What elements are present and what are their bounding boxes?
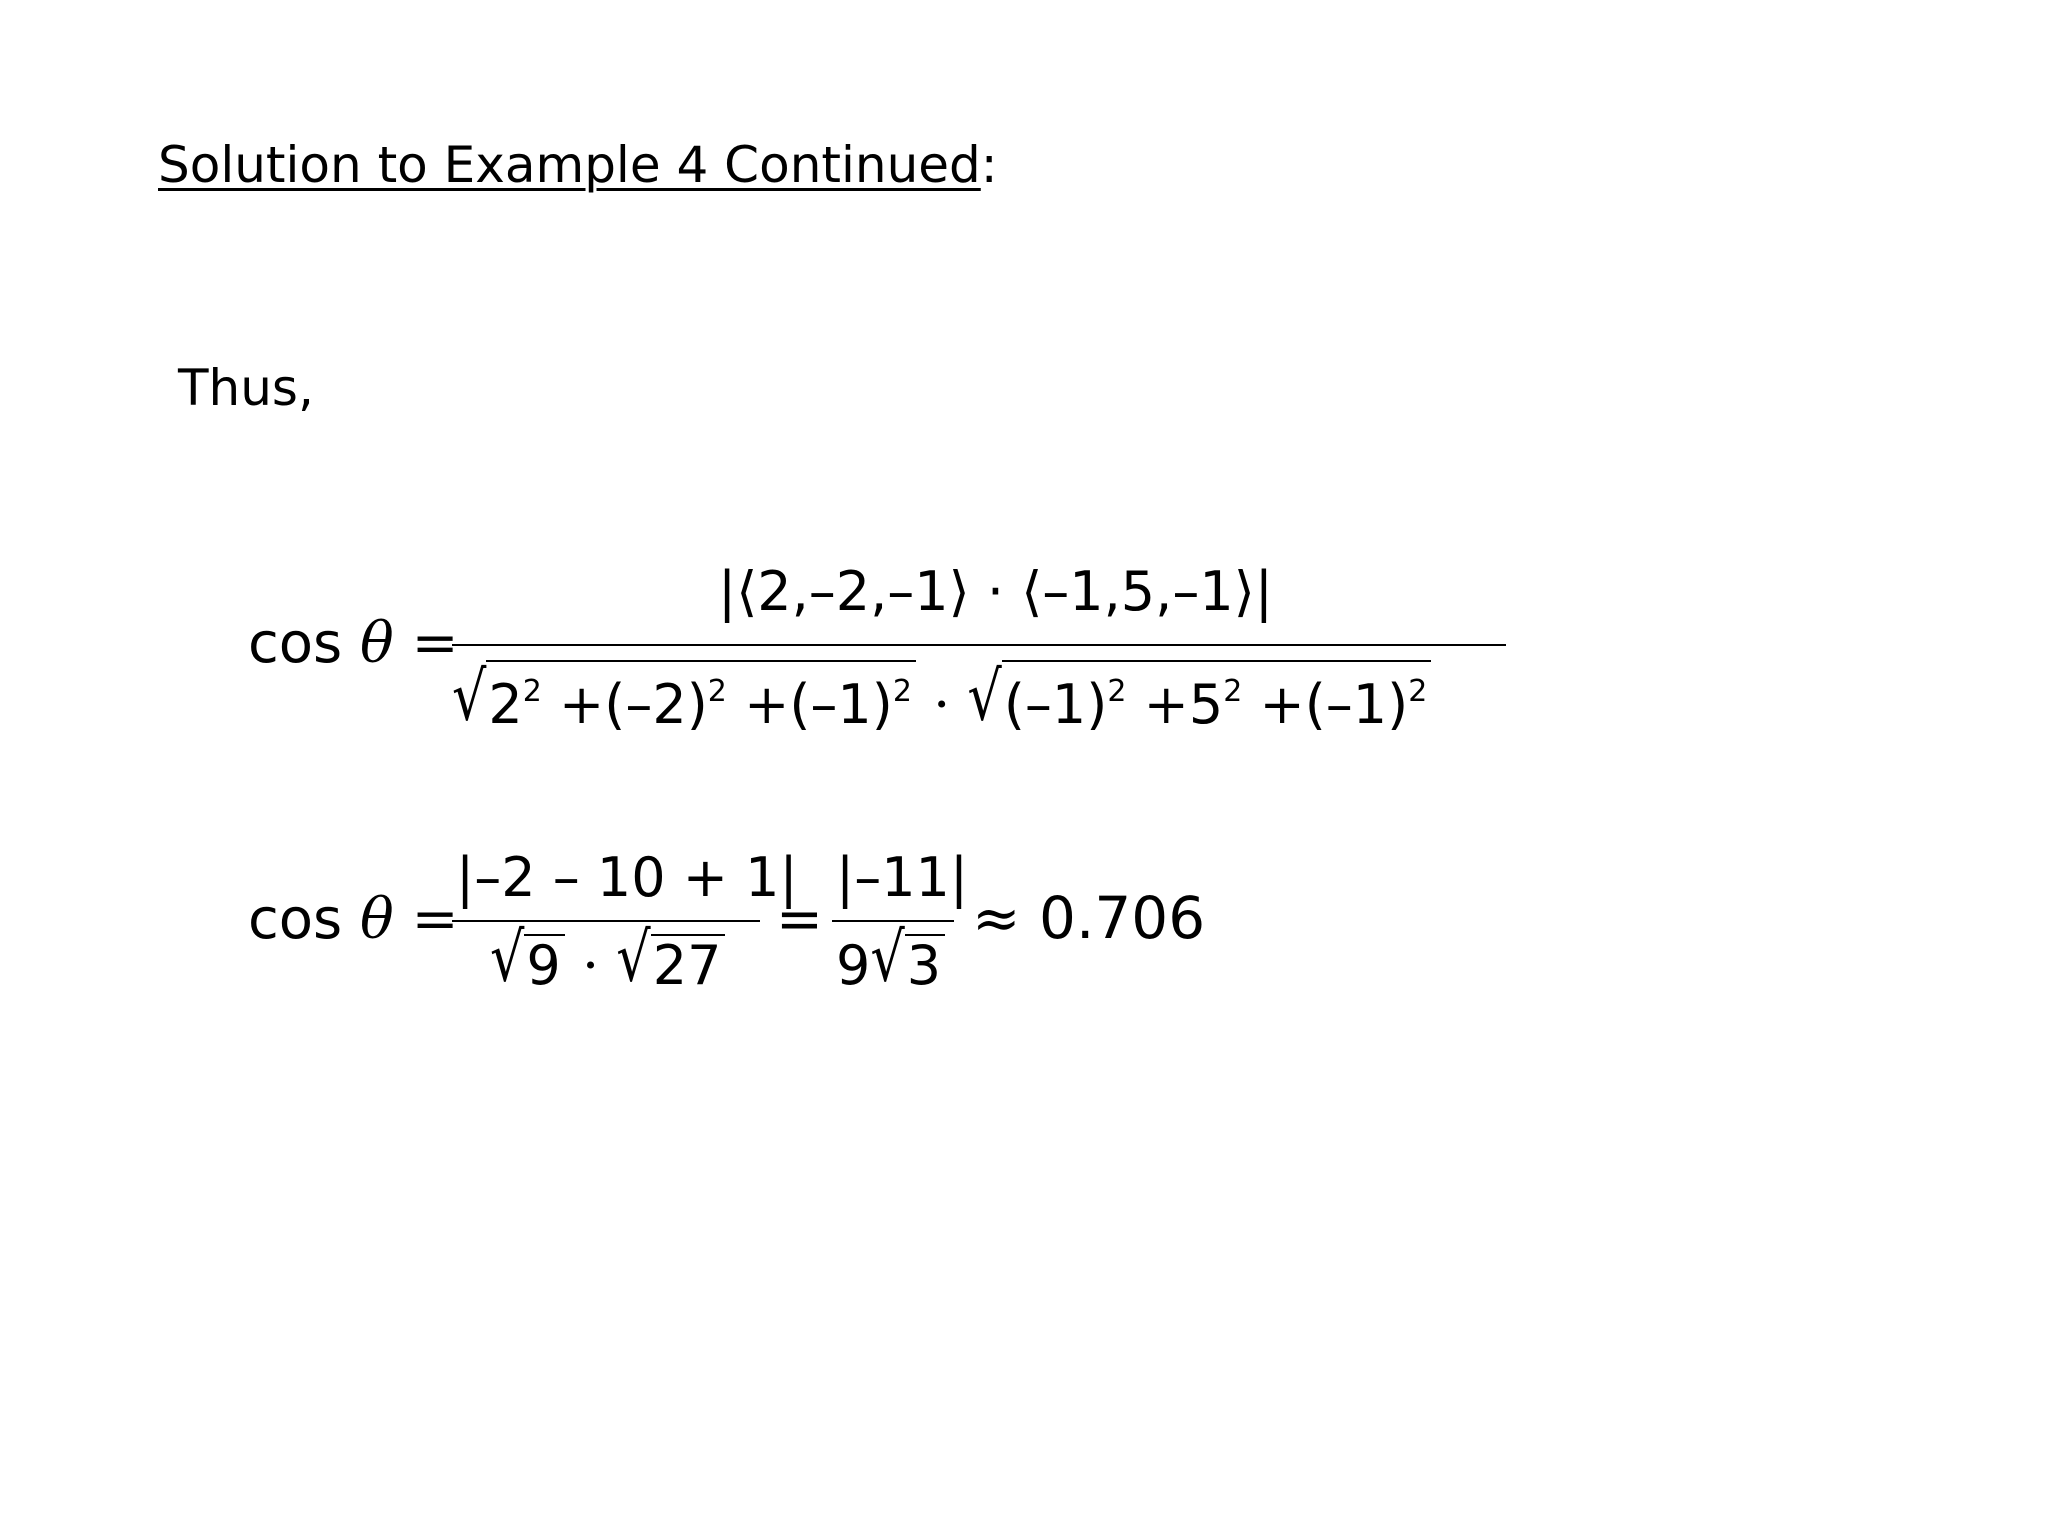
- plus: +: [1143, 673, 1189, 736]
- result-value: 0.706: [1039, 884, 1206, 952]
- equation2-fraction1-numerator: |–2 – 10 + 1|: [456, 846, 798, 909]
- equation1-denominator: [452, 657, 1431, 737]
- equation2-result: [972, 886, 1205, 950]
- equation2-theta: θ: [360, 887, 394, 952]
- equation1-numerator: |⟨2,–2,–1⟩ · ⟨–1,5,–1⟩|: [718, 560, 1273, 623]
- exponent: 2: [1408, 674, 1428, 709]
- equation1-radical-2: [1002, 660, 1431, 736]
- term: (–1): [1003, 673, 1108, 736]
- slide-title-text: Solution to Example 4 Continued: [158, 136, 981, 194]
- plus: +: [1259, 673, 1305, 736]
- term: 5: [1188, 673, 1224, 736]
- radical-sign-icon: √: [870, 918, 905, 997]
- equation1-equals: =: [411, 611, 459, 676]
- plus: +: [559, 673, 605, 736]
- exponent: 2: [707, 674, 727, 709]
- equation1-fraction-bar: [452, 644, 1506, 646]
- term: 2: [488, 673, 523, 736]
- coefficient: 9: [836, 934, 871, 997]
- radical: 3: [905, 934, 945, 992]
- equation2-fraction2-denominator: [836, 918, 945, 998]
- exponent: 2: [522, 674, 542, 709]
- term: (–1): [789, 673, 893, 736]
- exponent: 2: [892, 674, 912, 709]
- equation2-fraction2-numerator: |–11|: [836, 846, 969, 909]
- plus: +: [744, 673, 790, 736]
- equation2-cos: cos: [248, 887, 343, 952]
- radical-sign-icon: √: [452, 657, 487, 736]
- slide-title: [158, 135, 998, 195]
- equation2-fraction1-denominator: [490, 918, 725, 998]
- radical-sign-icon: √: [967, 657, 1002, 736]
- intro-text: Thus,: [178, 359, 314, 417]
- equation2-equals: =: [411, 887, 459, 952]
- radical-sign-icon: √: [616, 918, 651, 997]
- equation1-lhs: [248, 612, 459, 676]
- radical: 9: [524, 934, 564, 992]
- equation1-radical-1: [486, 660, 915, 736]
- equation1-cos: cos: [248, 611, 343, 676]
- slide-title-colon: :: [980, 136, 998, 194]
- radical-sign-icon: √: [490, 918, 525, 997]
- equation1-theta: θ: [360, 611, 394, 676]
- approx-symbol: ≈: [972, 884, 1021, 952]
- term: (–1): [1304, 673, 1409, 736]
- term: (–2): [604, 673, 708, 736]
- exponent: 2: [1107, 674, 1127, 709]
- equation2-equals-2: =: [776, 887, 823, 952]
- equation2-lhs: [248, 888, 459, 952]
- equation1-dot: ·: [933, 673, 951, 736]
- radical: 27: [651, 934, 726, 992]
- dot: ·: [581, 934, 600, 997]
- exponent: 2: [1223, 674, 1243, 709]
